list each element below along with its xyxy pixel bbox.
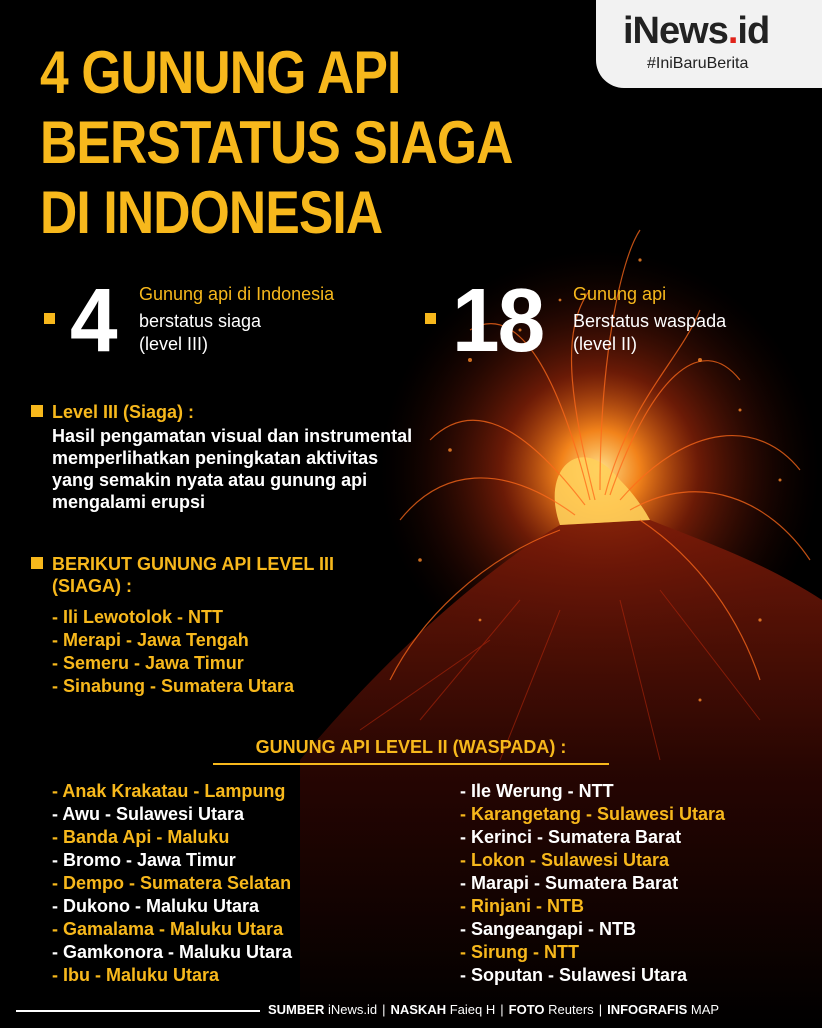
footer-sumber: iNews.id [327, 1002, 378, 1017]
list-item: - Ili Lewotolok - NTT [52, 607, 223, 627]
title-line-3: DI INDONESIA [40, 179, 383, 246]
footer-foto-label: FOTO [508, 1002, 545, 1017]
stat-waspada-number: 18 [452, 271, 544, 371]
waspada-list-left [52, 780, 292, 987]
footer-naskah-label: NASKAH [390, 1002, 447, 1017]
stat-waspada-level: (level II) [573, 334, 638, 354]
list-item: - Semeru - Jawa Timur [52, 653, 244, 673]
list-item: - Karangetang - Sulawesi Utara [460, 804, 726, 824]
bullet-square-icon [425, 313, 436, 324]
footer-divider [16, 1010, 260, 1012]
brand-logo [596, 0, 822, 88]
list-item: - Anak Krakatau - Lampung [52, 781, 286, 801]
list-item: - Soputan - Sulawesi Utara [460, 965, 688, 985]
list-item: - Dempo - Sumatera Selatan [52, 873, 292, 893]
level3-desc-line-3: yang semakin nyata atau gunung api [52, 470, 368, 490]
stat-waspada-label: Gunung api [573, 284, 667, 304]
list-item: - Banda Api - Maluku [52, 827, 230, 847]
list-item: - Bromo - Jawa Timur [52, 850, 236, 870]
footer-naskah: Faieq H [449, 1002, 496, 1017]
footer-infografis-label: INFOGRAFIS [607, 1002, 688, 1017]
stat-siaga-level: (level III) [139, 334, 209, 354]
title-line-1: 4 GUNUNG API [40, 39, 401, 106]
bullet-square-icon [44, 313, 55, 324]
logo-wordmark: iNews.id [623, 10, 770, 52]
page-title [40, 38, 513, 248]
level3-desc-line-1: Hasil pengamatan visual dan instrumental [52, 426, 413, 446]
list-item: - Lokon - Sulawesi Utara [460, 850, 670, 870]
list-item: - Kerinci - Sumatera Barat [460, 827, 682, 847]
title-line-2: BERSTATUS SIAGA [40, 109, 513, 176]
level3-heading: Level III (Siaga) : [52, 402, 195, 422]
logo-hashtag: #IniBaruBerita [647, 55, 749, 72]
list-item: - Sangeangapi - NTB [460, 919, 637, 939]
siaga-heading-line-2: (SIAGA) : [52, 576, 132, 596]
list-item: - Rinjani - NTB [460, 896, 584, 916]
level3-desc-line-2: memperlihatkan peningkatan aktivitas [52, 448, 379, 468]
credits-footer: SUMBER iNews.id | NASKAH Faieq H | FOTO Reuters | INFOGRAFIS MAP [268, 1002, 720, 1017]
stat-siaga-label: Gunung api di Indonesia [139, 284, 335, 304]
footer-infografis: MAP [690, 1002, 720, 1017]
stat-siaga-number: 4 [70, 271, 116, 371]
bullet-square-icon [31, 557, 43, 569]
stat-waspada-desc: Berstatus waspada [573, 311, 727, 331]
footer-sumber-label: SUMBER [268, 1002, 325, 1017]
list-item: - Merapi - Jawa Tengah [52, 630, 249, 650]
list-item: - Ile Werung - NTT [460, 781, 614, 801]
list-item: - Ibu - Maluku Utara [52, 965, 220, 985]
siaga-heading-line-1: BERIKUT GUNUNG API LEVEL III [52, 554, 335, 574]
list-item: - Gamalama - Maluku Utara [52, 919, 284, 939]
footer-foto: Reuters [548, 1002, 594, 1017]
level3-desc-line-4: mengalami erupsi [52, 492, 206, 512]
list-item: - Marapi - Sumatera Barat [460, 873, 679, 893]
divider [213, 763, 609, 765]
waspada-list-right [460, 780, 725, 987]
list-item: - Awu - Sulawesi Utara [52, 804, 245, 824]
siaga-volcano-list [52, 606, 294, 698]
list-item: - Dukono - Maluku Utara [52, 896, 260, 916]
list-item: - Gamkonora - Maluku Utara [52, 942, 293, 962]
waspada-heading: GUNUNG API LEVEL II (WASPADA) : [255, 737, 567, 757]
stat-siaga-desc: berstatus siaga [139, 311, 262, 331]
bullet-square-icon [31, 405, 43, 417]
list-item: - Sinabung - Sumatera Utara [52, 676, 295, 696]
list-item: - Sirung - NTT [460, 942, 579, 962]
